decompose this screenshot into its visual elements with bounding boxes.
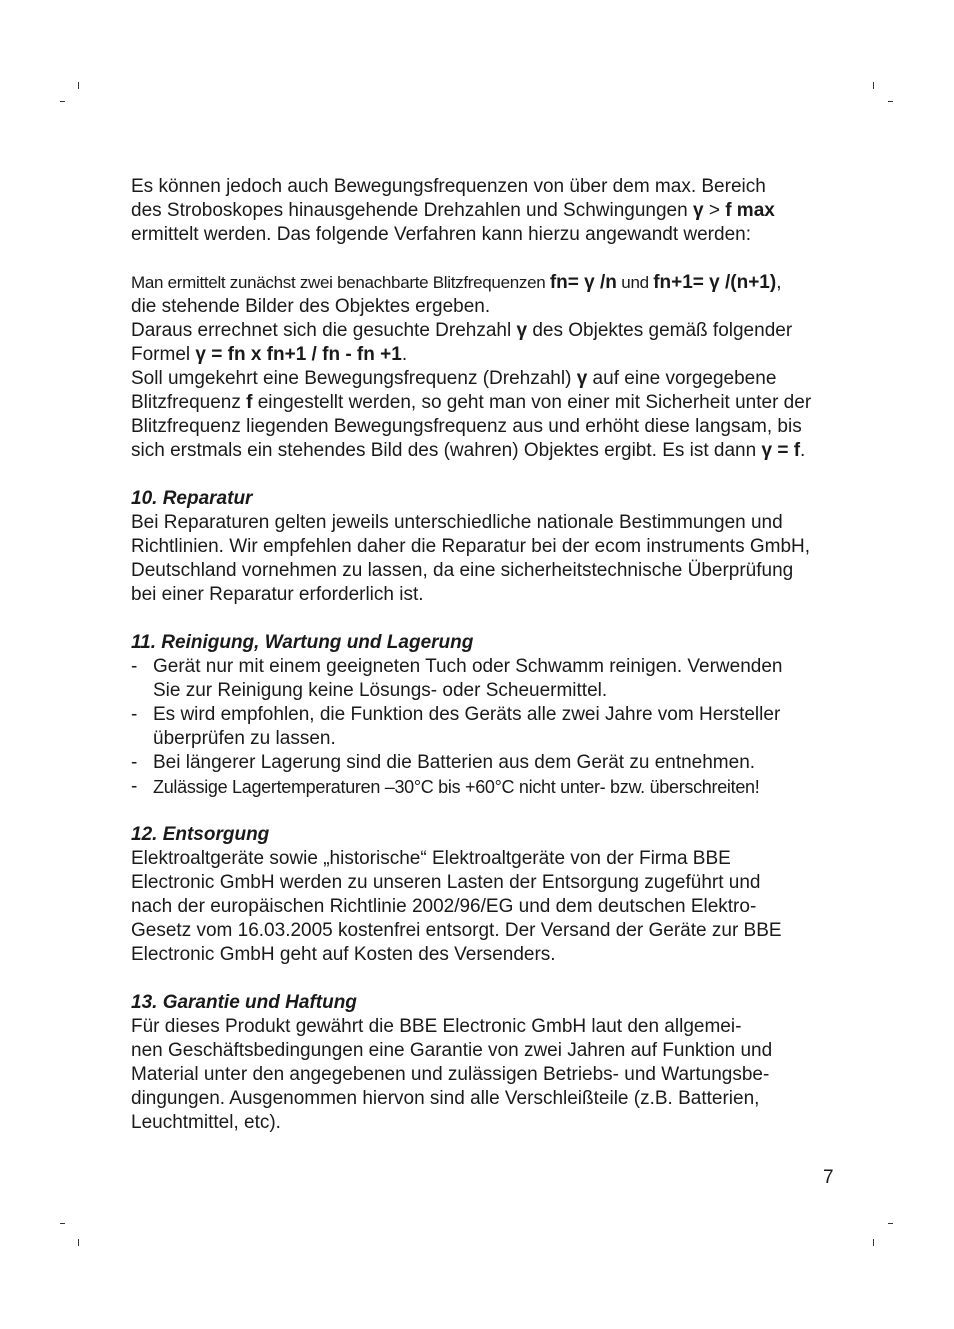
text-line: Blitzfrequenz f eingestellt werden, so geht man von einer mit Sicherheit unter der — [131, 392, 812, 413]
formula-line: Formel γ = fn x fn+1 / fn - fn +1. — [131, 344, 408, 365]
text-line: des Stroboskopes hinausgehende Drehzahlen und Schwingungen γ > f max — [131, 200, 775, 221]
text-line: sich erstmals ein stehendes Bild des (wahren) Objektes ergibt. Es ist dann γ = f. — [131, 440, 806, 461]
dash-bullet: - — [131, 752, 138, 773]
page-number: 7 — [823, 1167, 834, 1188]
text-line: Material unter den angegebenen und zulässigen Betriebs- und Wartungsbe- — [131, 1064, 770, 1085]
crop-mark — [78, 82, 79, 89]
dash-bullet: - — [131, 776, 138, 797]
text-line: Deutschland vornehmen zu lassen, da eine sicherheitstechnische Überprüfung — [131, 560, 794, 581]
section-heading: 11. Reinigung, Wartung und Lagerung — [131, 632, 474, 653]
text-line: dingungen. Ausgenommen hiervon sind alle Verschleißteile (z.B. Batterien, — [131, 1088, 760, 1109]
text-line: Richtlinien. Wir empfehlen daher die Reparatur bei der ecom instruments GmbH, — [131, 536, 811, 557]
text-line: Blitzfrequenz liegenden Bewegungsfrequenz aus und erhöht diese langsam, bis — [131, 416, 802, 437]
dash-bullet: - — [131, 704, 138, 725]
method-paragraph — [131, 271, 841, 463]
text-line: Electronic GmbH geht auf Kosten des Versenders. — [131, 944, 556, 965]
text-line: Bei Reparaturen gelten jeweils unterschiedliche nationale Bestimmungen und — [131, 512, 783, 533]
text-line: Soll umgekehrt eine Bewegungsfrequenz (Drehzahl) γ auf eine vorgegebene — [131, 368, 777, 389]
section-cleaning — [131, 631, 841, 799]
bullet-list — [131, 655, 841, 799]
list-item: - Gerät nur mit einem geeigneten Tuch oder Schwamm reinigen. Verwenden Sie zur Reinigung keine Lösungs- oder Scheuermittel. — [131, 656, 783, 701]
text-line: ermittelt werden. Das folgende Verfahren kann hierzu angewandt werden: — [131, 224, 751, 245]
section-heading: 10. Reparatur — [131, 488, 253, 509]
text-line: Leuchtmittel, etc). — [131, 1112, 281, 1133]
crop-mark — [888, 101, 893, 102]
section-warranty — [131, 991, 841, 1135]
crop-mark — [60, 1223, 65, 1224]
text-line: Elektroaltgeräte sowie „historische“ Elektroaltgeräte von der Firma BBE — [131, 848, 731, 869]
list-item: - Zulässige Lagertemperaturen –30°C bis +60°C nicht unter- bzw. überschreiten! — [131, 776, 760, 797]
crop-mark — [78, 1239, 79, 1246]
crop-mark — [888, 1223, 893, 1224]
crop-mark — [873, 82, 874, 89]
list-item: - Bei längerer Lagerung sind die Batterien aus dem Gerät zu entnehmen. — [131, 752, 756, 773]
text-line: Electronic GmbH werden zu unseren Lasten der Entsorgung zugeführt und — [131, 872, 761, 893]
section-repair — [131, 487, 841, 607]
section-heading: 13. Garantie und Haftung — [131, 992, 357, 1013]
text-line: Es können jedoch auch Bewegungsfrequenzen von über dem max. Bereich — [131, 176, 766, 197]
text-line: Für dieses Produkt gewährt die BBE Electronic GmbH laut den allgemei- — [131, 1016, 742, 1037]
text-line: Man ermittelt zunächst zwei benachbarte Blitzfrequenzen fn= γ /n und fn+1= γ /(n+1), — [131, 272, 782, 293]
text-line: Gesetz vom 16.03.2005 kostenfrei entsorgt. Der Versand der Geräte zur BBE — [131, 920, 782, 941]
text-line: die stehende Bilder des Objektes ergeben. — [131, 296, 491, 317]
text-line: nen Geschäftsbedingungen eine Garantie von zwei Jahren auf Funktion und — [131, 1040, 773, 1061]
document-page — [131, 175, 841, 1135]
text-line: nach der europäischen Richtlinie 2002/96/EG und dem deutschen Elektro- — [131, 896, 757, 917]
text-line: Daraus errechnet sich die gesuchte Drehzahl γ des Objektes gemäß folgender — [131, 320, 793, 341]
crop-mark — [873, 1239, 874, 1246]
dash-bullet: - — [131, 656, 138, 677]
section-heading: 12. Entsorgung — [131, 824, 270, 845]
list-item: - Es wird empfohlen, die Funktion des Geräts alle zwei Jahre vom Hersteller überprüfen zu lassen. — [131, 704, 781, 749]
text-line: bei einer Reparatur erforderlich ist. — [131, 584, 424, 605]
section-disposal — [131, 823, 841, 967]
crop-mark — [60, 101, 65, 102]
intro-paragraph — [131, 175, 841, 247]
